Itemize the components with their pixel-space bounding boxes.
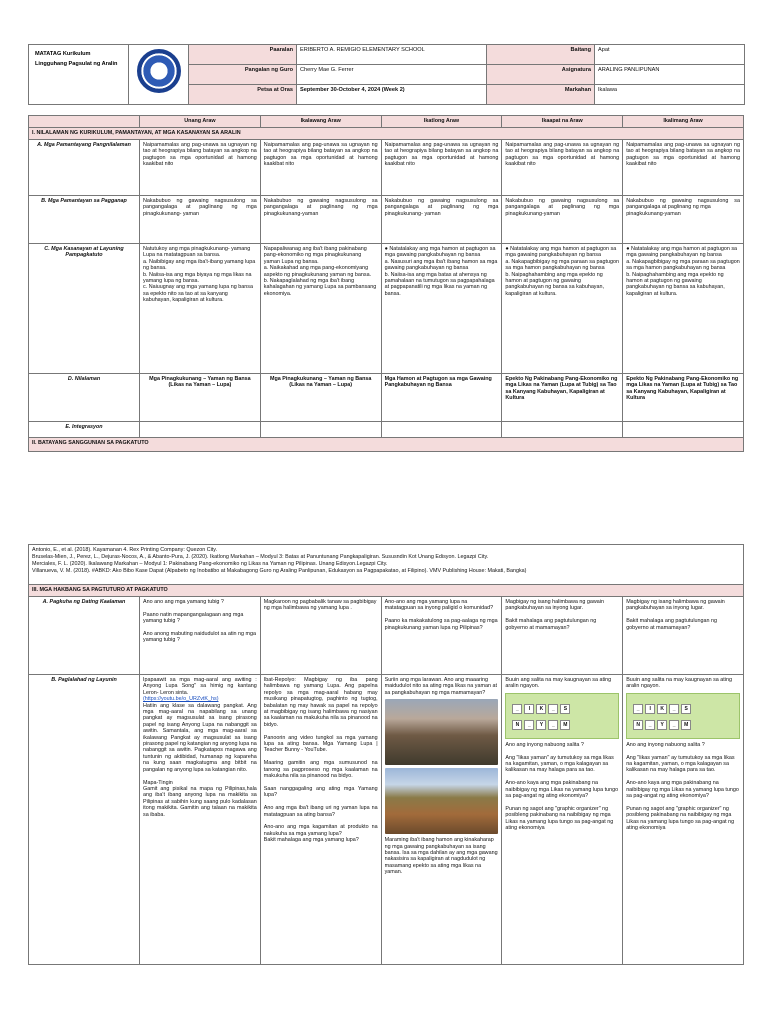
cell-3b-day1 [140, 675, 261, 965]
guro-value: Cherry Mae G. Ferrer [297, 65, 487, 85]
day-header-2: Ikalawang Araw [260, 116, 381, 128]
puzzle-letter: S [560, 704, 570, 714]
word-puzzle-intro: Buuin ang salita na may kaugnayan sa ating aralin ngayon. [626, 677, 732, 690]
row-label-dating-kaalaman: A. Pagkuha ng Dating Kaalaman [29, 597, 140, 675]
row-label-nilalaman: D. Nilalaman [29, 374, 140, 422]
puzzle-letter: _ [548, 704, 558, 714]
day-header-empty [29, 116, 140, 128]
eroded-land-photo [385, 768, 499, 834]
cell-e-day5 [623, 422, 744, 438]
puzzle-letter: _ [548, 720, 558, 730]
row-label-pamantayang-pangnilalaman: A. Mga Pamantayang Pangnilalaman [29, 140, 140, 196]
markahan-value: Ikalawa [595, 85, 745, 105]
reference-item: Antonio, E., et al. (2018). Kayamanan 4. Rex Printing Company: Quezon City. [32, 547, 218, 553]
section-1-table [28, 115, 744, 452]
petsa-label: Petsa at Oras [189, 85, 297, 105]
cell-a-day1: Naipamamalas ang pag-unawa sa ugnayan ng tao at heograpiya bilang batayan sa angkop na pagtugon sa mga oportunidad at hamong kaakibat nito [140, 140, 261, 196]
cell-e-day1 [140, 422, 261, 438]
cell-a-day4: Naipamamalas ang pag-unawa sa ugnayan ng tao at heograpiya bilang batayan sa angkop na pagtugon sa mga oportunidad at hamong kaakibat nito [502, 140, 623, 196]
section-3-table [28, 544, 744, 965]
document-title: MATATAG Kurikulum Lingguhang Pagsulat ng Aralin [29, 45, 129, 105]
cell-d-day1: Mga Pinagkukunang – Yaman ng Bansa (Likas na Yaman – Lupa) [140, 374, 261, 422]
word-puzzle-intro: Buuin ang salita na may kaugnayan sa ating aralin ngayon. [505, 677, 612, 690]
row-label-pamantayan-sa-pagganap: B. Mga Pamantayan sa Pagganap [29, 196, 140, 244]
puzzle-letter: I [645, 704, 655, 714]
reference-item: Bruselas-Mien, J., Perez, L., Dejuras-Nocos, A., & Abanto-Pura, J. (2020). Ikatlong Markahan – Modyul 3: Batas at Panuntunang Pangkapaligiran. Sususndin Kot Unang Edisyon. Legazpi City. [32, 554, 489, 560]
baitang-label: Baitang [487, 45, 595, 65]
row-label-integrasyon: E. Integrasyon [29, 422, 140, 438]
lesson-plan-page-1 [28, 44, 744, 452]
cell-a-day3: Naipamamalas ang pag-unawa sa ugnayan ng tao at heograpiya bilang batayan sa angkop na pagtugon sa mga oportunidad at hamong kaakibat nito [381, 140, 502, 196]
guro-label: Pangalan ng Guro [189, 65, 297, 85]
puzzle-letter: _ [669, 720, 679, 730]
cell-e-day2 [260, 422, 381, 438]
cell-d-day5: Epekto Ng Pakinabang Pang-Ekonomiko ng mga Likas na Yaman (Lupa at Tubig) sa Tao sa Kanyang Kabuhayan, Kapaligiran at Kultura [623, 374, 744, 422]
section-2-title: II. BATAYANG SANGGUNIAN SA PAGKATUTO [29, 438, 744, 452]
puzzle-letter: Y [657, 720, 667, 730]
puzzle-letter: _ [524, 720, 534, 730]
lesson-plan-page-2 [28, 544, 744, 965]
section-3-title: III. MGA HAKBANG SA PAGTUTURO AT PAGKATUTO [29, 585, 744, 597]
word-puzzle-questions: Ano ang inyong nabuong salita ? Ang "likas yaman" ay tumutukoy sa mga likas na kagamitan, yaman, o mga kalagayan sa kalikasan na may halaga para sa tao. Ano-ano kaya ang mga pakinabang na naibibigay ng mga Likas na yamang lupa tungo sa pag-angat ng ating ekonomiya? Punan ng sagot ang "graphic organizer" ng posibleng pakinabang na naibibigay ng mga Likas na yamang lupa tungo sa pag-angat ng ating ekonomiya [505, 741, 619, 832]
cell-b-day4: Nakabubuo ng gawaing nagsusulong sa pangangalaga at paglinang ng mga pinagkukunang-yaman [502, 196, 623, 244]
puzzle-letter: _ [633, 704, 643, 714]
cell-b-day1: Nakabubuo ng gawaing nagsusulong sa pangangalaga at paglinang ng mga pinagkukunang- yaman [140, 196, 261, 244]
puzzle-letter: K [657, 704, 667, 714]
header-table [28, 44, 745, 105]
references-list [29, 545, 744, 585]
cell-3b-day2: Ibat-Repolyo: Magbigay ng iba pang halimbawa ng yamang Lupa. Ang papelna repolyo sa mga mag-aaral habang may musikang pinapatugtog, paghinto ng tugtog, babalatan ng may hawak sa papel na repolyo at magbibigay ng isang halimbawa ng nasiyan sa kaalaman na makukuha nila sa pinanood na bidyo. Panoorin ang video tungkol sa mga yamang lupa sa ating bansa. Mga Yamang Lupa | Teacher Bunny - YouTube. Maaring gamitin ang mga sumusunod na tanong sa pagproseso ng mga kaalaman na makukuha nila sa pinanood na bidyo. Saan nanggagaling ang ating mga Yamang lupa? Ano ang mga iba't ibang uri ng yaman lupa na matatagpuan sa ating bansa? Ano-ano ang mga kagamitan at produkto na nakukuha sa mga yamang lupa? Bakit mahalaga ang mga yamang lupa? [260, 675, 381, 965]
paaralan-label: Paaralan [189, 45, 297, 65]
group-activity-text: Hatiin ang klase sa dalawang pangkat. Ang mga mag-aaral na napabilang sa unang pangkat ay magsusulat sa isang pirasong papel ng isang Anyong Lupa na nabanggit sa awitin. Samantala, ang mga mag-aaral sa ikalawang Pangkat ay magsusulat sa isang pirasong papel ng katangian ng anyong lupa na nabanggit sa awitin. Pagkatapos magawa ang tuntunin ng aktibidad, humanap ng kapareha na kung saan magkatugma ang bitbit na pangalan ng anyong lupa sa katangian nito. Mapa-Tingin Gamit ang pisikal na mapa ng Pilipinas,hala ang iba't ibang anyong lupa na makikita sa Pilipinas at sabihin kung saang pulo kadalasan itong makikita. Gamitin ang talaan na makikita sa ibaba. [143, 702, 257, 818]
cell-b-day5: Nakabubuo ng gawaing nagsusulong sa pangangalaga at paglinang ng mga pinagkukunang-yaman [623, 196, 744, 244]
cell-c-day4: ● Natatalakay ang mga hamon at pagtugon sa mga gawaing pangkabuhayan ng bansa a. Nakapagbibigay ng mga paraan sa pagtugon sa mga hamon pangkabuhayan ng bansa b. Naipaghahambing ang mga epekto ng hamon at pagtugon ng gawaing pangkabuhayan ng bansa sa kabuhayan, kapaligiran at kultura. [502, 244, 623, 374]
puzzle-letter: K [536, 704, 546, 714]
cell-3b-day3 [381, 675, 502, 965]
song-video-link[interactable]: (https://youtu.be/o_URZvtK_hs) [143, 696, 219, 703]
cell-d-day3: Mga Hamon at Pagtugon sa mga Gawaing Pangkabuhayan ng Bansa [381, 374, 502, 422]
cell-b-day3: Nakabubuo ng gawaing nagsusulong sa pangangalaga at paglinang ng mga pinagkukunang- yaman [381, 196, 502, 244]
cell-3a-day3: Ano-ano ang mga yamang lupa na matatagpuan sa inyong paligid o komunidad? Paano ka makakatulong sa pag-aalaga ng mga pinagkukunang yaman lupa ng Pilipinas? [381, 597, 502, 675]
cell-a-day2: Naipamamalas ang pag-unawa sa ugnayan ng tao at heograpiya bilang batayan sa angkop na pagtugon sa mga oportunidad at hamong kaakibat nito [260, 140, 381, 196]
cell-c-day2: Napapaliwanag ang iba't ibang pakinabang pang-ekonomiko ng mga pinagkukunang yaman Lupa ng bansa. a. Naikakahad ang mga pang-ekonomiyang aspekto ng pinagkukunang yaman ng bansa. b. Nakapaglalahad ng mga iba't ibang kahalagahan ng yamang Lupa sa pambansang ekonomiya. [260, 244, 381, 374]
word-puzzle-image [626, 693, 740, 739]
cell-b-day2: Nakabubuo ng gawaing nagsusulong sa pangangalaga at paglinang ng mga pinagkukunang-yaman [260, 196, 381, 244]
cell-c-day3: ● Natatalakay ang mga hamon at pagtugon sa mga gawaing pangkabuhayan ng bansa a. Nasusuri ang mga iba't ibang hamon sa mga gawaing pangkabuhayan ng bansa b. Naiisa-isa ang mga batas at ahensya ng pamahalaan na tumutugon sa pagpapahalaga at pagpapanatili ng mga likas na yaman ng bansa. [381, 244, 502, 374]
word-puzzle-questions: Ano ang inyong nabuong salita ? Ang "likas yaman" ay tumutukoy sa mga likas na kagamitan, yaman, o mga kalagayan sa kalikasan na may halaga para sa tao. Ano-ano kaya ang mga pakinabang na naibibigay ng mga Likas na yamang lupa tungo sa pag-angat ng ating ekonomiya? Punan ng sagot ang "graphic organizer" ng posibleng pakinabang na naibibigay ng mga Likas na yamang lupa tungo sa pag-angat ng ating ekonomiya [626, 741, 739, 832]
cell-a-day5: Naipamamalas ang pag-unawa sa ugnayan ng tao at heograpiya bilang batayan sa angkop na pagtugon sa mga oportunidad at hamong kaakibat nito [623, 140, 744, 196]
song-activity-intro: Ipapaawit sa mga mag-aaral ang awiting : Anyong Lupa Song" sa himig ng kantang Leron- Leron sinta. [143, 677, 257, 696]
day-header-5: Ikalimang Araw [623, 116, 744, 128]
puzzle-letter: N [633, 720, 643, 730]
reference-item: Villanueva, V. M. (2018). #ABKD: Ako Bibo Kase Dapat (Alpabeto ng Inobatibo at Makabagong Guro ng Araling Panlipunan, Edukasyon sa Pagpapakatao, at Filipino). VMV Publishing House: Makati, Bangka) [32, 568, 527, 574]
cell-3b-day4 [502, 675, 623, 965]
asignatura-label: Asignatura [487, 65, 595, 85]
deped-seal-icon [137, 49, 181, 93]
puzzle-letter: _ [669, 704, 679, 714]
section-1-title: I. NILALAMAN NG KURIKULUM, PAMANTAYAN, AT MGA KASANAYAN SA ARALIN [29, 128, 744, 140]
cell-3a-day4: Magbigay ng isang halimbawa ng gawain pangkabuhayan sa inyong lugar. Bakit mahalaga ang pagtutulungan ng gobyerno at mamamayan? [502, 597, 623, 675]
paaralan-value: ERIBERTO A. REMIGIO ELEMENTARY SCHOOL [297, 45, 487, 65]
cell-d-day2: Mga Pinagkukunang – Yaman ng Bansa (Likas na Yaman – Lupa) [260, 374, 381, 422]
reference-item: Merciales, F. L. (2020). Ikalawang Markahan – Modyul 1: Pakinabang Pang-ekonomiko ng Likas na Yaman ng Pilipinas. Unang Edisyon.Legazpi City. [32, 561, 388, 567]
deforestation-photo [385, 699, 499, 765]
day-header-1: Unang Araw [140, 116, 261, 128]
puzzle-letter: Y [536, 720, 546, 730]
cell-3a-day5: Magbigay ng isang halimbawa ng gawain pangkabuhayan sa inyong lugar. Bakit mahalaga ang pagtutulungan ng gobyerno at mamamayan? [623, 597, 744, 675]
cell-c-day5: ● Natatalakay ang mga hamon at pagtugon sa mga gawaing pangkabuhayan ng bansa a. Nakapagbibigay ng mga paraan sa pagtugon sa mga hamon pangkabuhayan ng bansa b. Naipaghahambing ang mga epekto ng hamon at pagtugon ng gawaing pangkabuhayan ng bansa sa kabuhayan, kapaligiran at kultura. [623, 244, 744, 374]
asignatura-value: ARALING PANLIPUNAN [595, 65, 745, 85]
day-header-4: Ikaapat na Araw [502, 116, 623, 128]
cell-e-day3 [381, 422, 502, 438]
puzzle-letter: M [560, 720, 570, 730]
day-header-3: Ikatlong Araw [381, 116, 502, 128]
cell-d-day4: Epekto Ng Pakinabang Pang-Ekonomiko ng mga Likas na Yaman (Lupa at Tubig) sa Tao sa Kanyang Kabuhayan, Kapaligiran at Kultura [502, 374, 623, 422]
puzzle-letter: N [512, 720, 522, 730]
baitang-value: Apat [595, 45, 745, 65]
row-label-paglalahad-ng-layunin: B. Paglalahad ng Layunin [29, 675, 140, 965]
row-label-kasanayan: C. Mga Kasanayan at Layuning Pampagkatuto [29, 244, 140, 374]
word-puzzle-image [505, 693, 619, 739]
cell-e-day4 [502, 422, 623, 438]
challenges-text: Maraming iba't ibang hamon ang kinakaharap ng mga gawaing pangkabuhayan sa isang bansa. Isa sa mga dahilan ay ang mga gawang nakasisira sa kapaligiran at nagdudulot ng masamang epekto sa ating mga likas na yaman. [384, 837, 498, 876]
puzzle-letter: I [524, 704, 534, 714]
puzzle-letter: _ [512, 704, 522, 714]
puzzle-letter: M [681, 720, 691, 730]
puzzle-letter: _ [645, 720, 655, 730]
markahan-label: Markahan [487, 85, 595, 105]
picture-analysis-intro: Suriin ang mga larawan. Ano ang maaaring maidudulot nito sa ating mga likas na yaman at sa pangkabuhayan ng mga mamamayan? [384, 677, 497, 696]
cell-c-day1: Natutukoy ang mga pinagkukunang- yamang Lupa na matatagpuan sa bansa. a. Naibibigay ang mga iba't-ibang yamang lupa ng bansa. b. Naiisa-isa ang mga biyaya ng mga likas na yamang lupa ng bansa. c. Naiuugnay ang mga yamang lupa ng bansa sa epekto nito sa tao at sa kanyang kabuhayan, kapaligiran at kultura. [140, 244, 261, 374]
cell-3a-day2: Magkaroon ng pagbabalik tanaw sa pagbibigay ng mga halimbawa ng yamang lupa . [260, 597, 381, 675]
cell-3a-day1: Ano ano ang mga yamang tubig ? Paano natin mapangangalagaan ang mga yamang tubig ? Ano anong mabuting naidudulot sa atin ng mga yamang tubig ? [140, 597, 261, 675]
puzzle-letter: S [681, 704, 691, 714]
petsa-value: September 30-October 4, 2024 (Week 2) [297, 85, 487, 105]
deped-seal [129, 45, 189, 105]
cell-3b-day5 [623, 675, 744, 965]
